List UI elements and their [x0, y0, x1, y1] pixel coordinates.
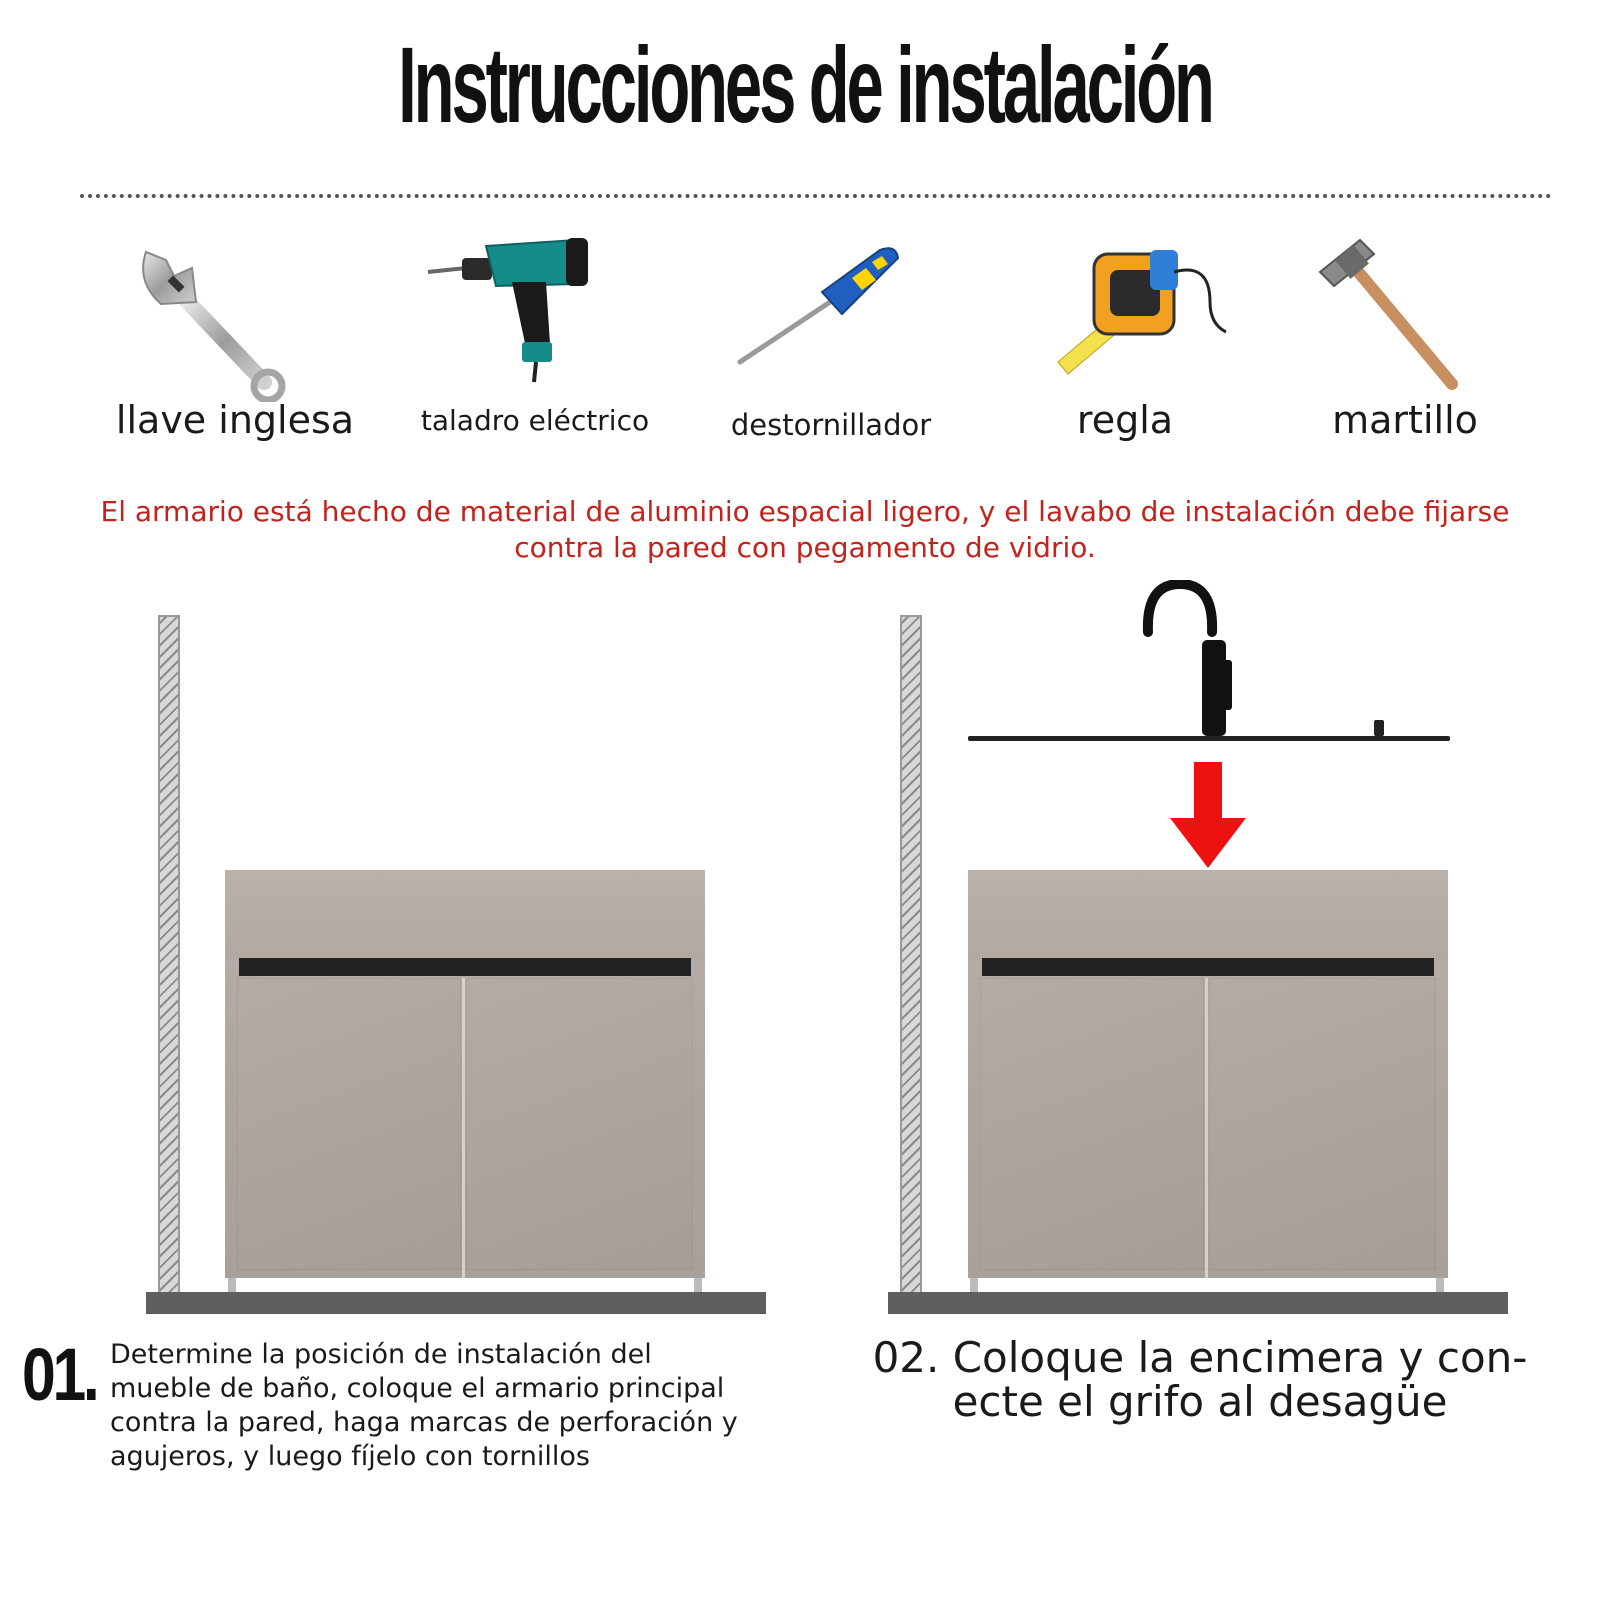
- down-arrow-icon: [1170, 762, 1246, 868]
- step2-description: 02. Coloque la encimera y con- ecte el grifo al desagüe: [872, 1333, 1528, 1426]
- cabinet-door-gap: [462, 978, 465, 1278]
- wall-section-step1: [158, 615, 180, 1295]
- tool-label-hammer: martillo: [1332, 398, 1478, 442]
- tool-label-drill: taladro eléctrico: [420, 404, 650, 437]
- cabinet-door-right: [466, 978, 693, 1270]
- cabinet-foot: [1436, 1278, 1444, 1292]
- material-note: El armario está hecho de material de aluminio espacial ligero, y el lavabo de instalación debe fijarse contra la pared con pegamento de vidrio.: [100, 495, 1510, 564]
- cabinet-door-left: [237, 978, 461, 1270]
- cabinet-handle-bar: [239, 958, 691, 976]
- wall-section-step2: [900, 615, 922, 1295]
- countertop-with-faucet: [966, 580, 1456, 745]
- cabinet-foot: [970, 1278, 978, 1292]
- cabinet-step1: [225, 870, 705, 1278]
- screwdriver-icon: [730, 232, 930, 402]
- cabinet-handle-bar: [982, 958, 1434, 976]
- tool-label-tape-measure: regla: [1076, 398, 1174, 442]
- page-title: Instrucciones de instalación: [398, 24, 1212, 145]
- step1-description: Determine la posición de instalación del mueble de baño, coloque el armario principal contra la pared, haga marcas de perforación y agujeros, y luego fíjelo con tornillos: [110, 1339, 738, 1472]
- tape-measure-icon: [1050, 232, 1250, 402]
- floor-step2: [888, 1292, 1508, 1314]
- cabinet-foot: [694, 1278, 702, 1292]
- cabinet-top-panel: [225, 870, 705, 960]
- wrench-icon: [126, 232, 326, 402]
- cabinet-door-right: [1209, 978, 1436, 1270]
- cabinet-step2: [968, 870, 1448, 1278]
- cabinet-door-left: [980, 978, 1204, 1270]
- step1-number: 01.: [22, 1333, 97, 1416]
- floor-step1: [146, 1292, 766, 1314]
- dotted-divider: [80, 194, 1552, 198]
- cabinet-door-gap: [1205, 978, 1208, 1278]
- cabinet-top-panel: [968, 870, 1448, 960]
- drill-icon: [426, 232, 626, 402]
- cabinet-foot: [228, 1278, 236, 1292]
- tool-label-wrench: llave inglesa: [115, 398, 355, 442]
- hammer-icon: [1310, 232, 1510, 402]
- tool-label-screwdriver: destornillador: [730, 408, 932, 442]
